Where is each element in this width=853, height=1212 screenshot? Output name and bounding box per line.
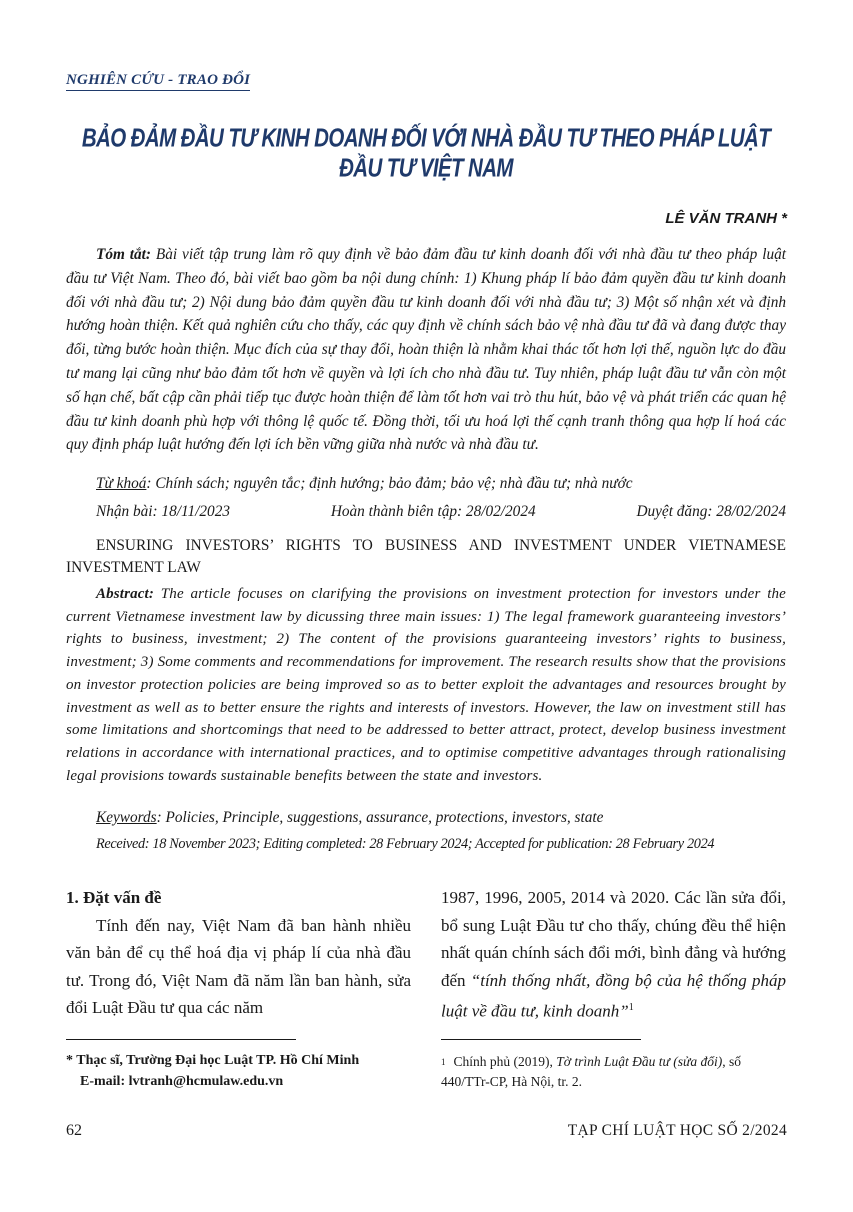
abstract-vi-lead: Tóm tắt: <box>96 246 152 263</box>
footnote-source: Chính phủ (2019), <box>453 1054 557 1069</box>
body-right-text: 1987, 1996, 2005, 2014 và 2020. Các lần sửa đổi, bổ sung Luật Đầu tư cho thấy, chúng đều thể hiện nhất quán chính sách đổi mới, bình đẳng và hướng đến <box>441 888 786 990</box>
body-column-right <box>441 884 786 1025</box>
dates-english: Received: 18 November 2023; Editing completed: 28 February 2024; Accepted for publication: 28 February 2024 <box>96 836 715 852</box>
abstract-vietnamese <box>66 243 786 457</box>
dates-vietnamese <box>96 503 786 521</box>
received-date: Nhận bài: 18/11/2023 <box>96 503 230 520</box>
keywords-english <box>96 809 786 827</box>
section-label: NGHIÊN CỨU - TRAO ĐỔI <box>66 72 250 91</box>
body-right-quote: “tính thống nhất, đồng bộ của hệ thống pháp luật về đầu tư, kinh doanh” <box>441 970 786 1021</box>
keywords-en-list: : Policies, Principle, suggestions, assurance, protections, investors, state <box>156 809 604 826</box>
body-paragraph-left: Tính đến nay, Việt Nam đã ban hành nhiều văn bản để cụ thể hoá địa vị pháp lí của nhà đầu tư. Trong đó, Việt Nam đã năm lần ban hành, sửa đổi Luật Đầu tư qua các năm <box>66 915 411 1017</box>
author-affiliation: * Thạc sĩ, Trường Đại học Luật TP. Hồ Chí Minh <box>66 1053 360 1068</box>
author-name: LÊ VĂN TRANH * <box>665 210 787 227</box>
author-footnote <box>66 1050 411 1092</box>
article-title: BẢO ĐẢM ĐẦU TƯ KINH DOANH ĐỐI VỚI NHÀ ĐẦU TƯ THEO PHÁP LUẬT ĐẦU TƯ VIỆT NAM <box>81 124 771 183</box>
footnote-title: Tờ trình Luật Đầu tư (sửa đổi) <box>556 1054 723 1069</box>
keywords-vietnamese <box>96 475 786 493</box>
keywords-en-label: Keywords <box>96 809 157 826</box>
footnote-rest: , số 440/TTr-CP, Hà Nội, tr. 2. <box>441 1054 741 1089</box>
abstract-en-body: The article focuses on clarifying the provisions on investment protection for investors under the current Vietnamese investment law by dicussing three main issues: 1) The legal framework guaranteeing investors’ rights to business, investment; 2) The content of the provisions guaranteeing investors’ rights to business, investment; 3) Some comments and recommendations for improvement. The research results show that the provisions on investor protection policies are being improved so as to better exploit the advantages and resources brought by investment as well as to better ensure the rights and interests of investors. However, the law on investment still has some limitations and shortcomings that need to be addressed to better attract, protect, develop business investment relations in accordance with international practices, and to optimise competitive advantages through rationalising legal provisions towards sustainable benefits between the state and investors. <box>66 586 786 784</box>
keywords-vi-list: : Chính sách; nguyên tắc; định hướng; bảo đảm; bảo vệ; nhà đầu tư; nhà nước <box>146 475 633 492</box>
abstract-en-lead: Abstract: <box>96 586 155 602</box>
reference-footnote <box>441 1052 786 1092</box>
abstract-english <box>66 583 786 787</box>
abstract-vi-body: Bài viết tập trung làm rõ quy định về bảo đảm đầu tư kinh doanh đối với nhà đầu tư theo pháp luật đầu tư Việt Nam. Theo đó, bài viết bao gồm ba nội dung chính: 1) Khung pháp lí bảo đảm quyền đầu tư kinh doanh đối với nhà đầu tư; 2) Nội dung bảo đảm quyền đầu tư kinh doanh đối với nhà đầu tư; 3) Một số nhận xét và định hướng hoàn thiện. Kết quả nghiên cứu cho thấy, các quy định về chính sách bảo vệ nhà đầu tư đã và đang được thay đổi, từng bước hoàn thiện. Mục đích của sự thay đổi, hoàn thiện là nhằm khai thác tốt hơn lợi thế, nguồn lực do đầu tư mang lại cũng như bảo đảm tốt hơn về quyền và lợi ích cho nhà đầu tư. Tuy nhiên, pháp luật đầu tư vẫn còn một số hạn chế, bất cập cần phải tiếp tục được hoàn thiện để làm tốt hơn vai trò thu hút, bảo vệ và phát triển các quan hệ đầu tư kinh doanh phù hợp với thông lệ quốc tế. Đồng thời, tối ưu hoá lợi thế cạnh tranh thông qua hợp lí hoá các quy định pháp luật hướng đến lợi ích bền vững giữa nhà nước và nhà đầu tư. <box>66 246 786 454</box>
body-paragraph-right <box>441 884 786 1025</box>
english-title: ENSURING INVESTORS’ RIGHTS TO BUSINESS AND INVESTMENT UNDER VIETNAMESE INVESTMENT LAW <box>66 537 786 576</box>
footnote-ref-marker[interactable]: 1 <box>628 1002 634 1013</box>
footnote-number: 1 <box>441 1057 446 1067</box>
edited-date: Hoàn thành biên tập: 28/02/2024 <box>330 503 536 520</box>
body-column-left <box>66 884 411 1022</box>
accepted-date: Duyệt đăng: 28/02/2024 <box>636 503 786 520</box>
footnote-divider-left <box>66 1039 296 1040</box>
footnote-divider-right <box>441 1039 641 1040</box>
author-email: E-mail: lvtranh@hcmulaw.edu.vn <box>80 1074 284 1089</box>
journal-name: TẠP CHÍ LUẬT HỌC SỐ 2/2024 <box>567 1122 787 1139</box>
page-number: 62 <box>66 1122 82 1139</box>
keywords-vi-label: Từ khoá <box>96 475 147 492</box>
section-heading: 1. Đặt vấn đề <box>66 888 162 907</box>
